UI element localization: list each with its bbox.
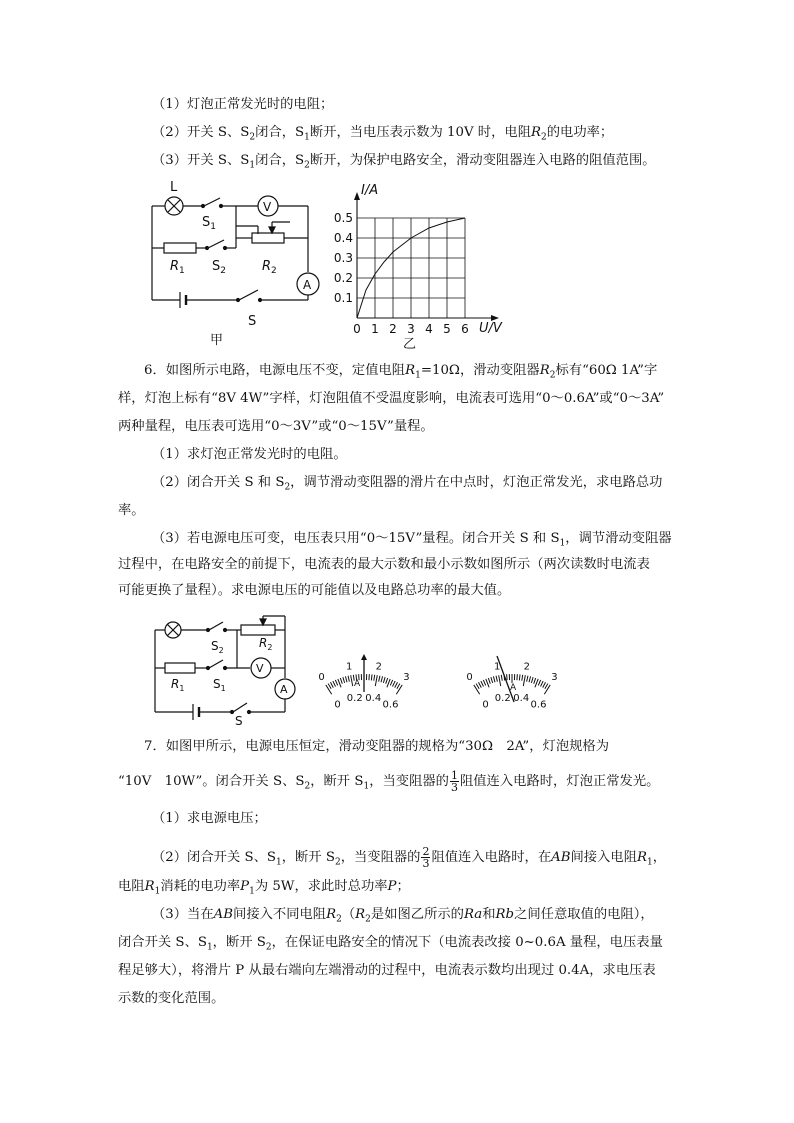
- dial-tick: [381, 676, 383, 682]
- dial-tick: [326, 685, 332, 694]
- dial-tick: [543, 682, 546, 687]
- dial-tick: [541, 681, 544, 686]
- dial-top-label: 0: [318, 672, 325, 684]
- graph-xtick: 0: [353, 322, 361, 336]
- dial-tick: [333, 681, 336, 686]
- graph-ytick: 0.1: [333, 291, 353, 305]
- dial-tick: [351, 675, 353, 686]
- dial-bottom-label: 0.2: [346, 692, 363, 704]
- q6-r2-label: $R_2$: [259, 636, 273, 652]
- q7-line5: 电阻$R_1$消耗的电功率$P_1$为 5W，求此时总功率P；: [118, 879, 410, 897]
- ammeter-dial-min: [440, 628, 590, 711]
- dial-bottom-label: 0: [482, 699, 489, 711]
- fraction-two-thirds: $\frac{2}{3}$: [422, 845, 430, 870]
- dial-tick: [396, 685, 402, 694]
- graph-xtick: 3: [407, 322, 415, 336]
- graph-y-arrow: [354, 192, 360, 200]
- graph-ytick: 0.3: [333, 251, 353, 265]
- iu-graph: [335, 180, 515, 350]
- dial-tick: [386, 678, 388, 684]
- graph-xtick: 5: [443, 322, 451, 336]
- meter2-unit: A: [510, 683, 517, 693]
- q6-r1-label: $R_1$: [171, 677, 185, 693]
- main-switch-label: S: [248, 314, 257, 329]
- dial-tick: [395, 682, 398, 687]
- graph-xtick: 6: [461, 322, 469, 336]
- dial-top-label: 2: [523, 661, 530, 673]
- ammeter-label: A: [303, 278, 312, 292]
- q5-sub3: （3）开关 S、$S_1$闭合，$S_2$断开，为保护电路安全，滑动变阻器连入电路的阻值范围。: [152, 153, 656, 171]
- dial-tick: [478, 682, 481, 687]
- q6-line2: 样，灯泡上标有“8V 4W”字样，灯泡阻值不受温度影响，电流表可选用“0～0.6A”或“0～3A”: [118, 391, 665, 406]
- dial-tick: [474, 685, 480, 694]
- dial-tick: [476, 684, 479, 689]
- dial-tick: [534, 678, 536, 684]
- dial-tick: [340, 678, 342, 684]
- dial-tick: [330, 682, 333, 687]
- dial-tick: [522, 675, 523, 681]
- dial-tick: [335, 680, 337, 686]
- q6-ammeter-label: A: [280, 683, 288, 696]
- graph-xtick: 1: [371, 322, 379, 336]
- dial-tick: [374, 675, 375, 681]
- dial-tick: [529, 676, 531, 682]
- q7-line9: 示数的变化范围。: [118, 991, 225, 1006]
- dial-bottom-label: 0.4: [365, 692, 382, 704]
- dial-tick: [348, 676, 349, 682]
- dial-tick: [345, 676, 347, 682]
- graph-ytick: 0.5: [333, 211, 353, 225]
- dial-top-label: 1: [346, 661, 353, 673]
- dial-bottom-label: 0.2: [494, 692, 511, 704]
- q6-line4: （1）求灯泡正常发光时的电阻。: [152, 447, 347, 462]
- dial-tick: [501, 675, 502, 681]
- graph-ylabel: I/A: [361, 183, 379, 198]
- voltmeter-label: V: [263, 200, 272, 214]
- q5-sub1: （1）灯泡正常发光时的电阻；: [152, 97, 334, 112]
- dial-tick: [383, 677, 385, 683]
- dial-tick: [393, 681, 396, 686]
- dial-tick: [496, 676, 497, 682]
- q7-line2: “10V 10W”。闭合开关 S、$S_2$，断开 $S_1$，当变阻器的 $\frac{1}{3}$ 阻值连入电路时，灯泡正常发光。: [118, 769, 660, 794]
- dial-tick: [527, 676, 528, 682]
- r1-label: $R_1$: [170, 259, 185, 276]
- graph-ytick: 0.2: [333, 271, 353, 285]
- dial-tick: [371, 674, 372, 680]
- dial-bottom-label: 0.4: [513, 692, 530, 704]
- dial-top-label: 0: [466, 672, 473, 684]
- graph-xlabel: U/V: [479, 321, 502, 336]
- meter1-unit: A: [354, 679, 361, 689]
- dial-tick: [499, 675, 501, 686]
- q6-voltmeter-label: V: [256, 662, 264, 675]
- graph-xtick: 2: [389, 322, 397, 336]
- dial-tick: [493, 676, 495, 682]
- q7-line6: （3）当在AB间接入不同电阻$R_2(R_2$是如图乙所示的Ra和Rb之间任意取值的电阻），: [152, 907, 654, 925]
- dial-tick: [544, 685, 550, 694]
- ammeter-dial-max: [292, 628, 442, 711]
- dial-tick: [343, 677, 345, 683]
- dial-tick: [488, 678, 490, 684]
- dial-tick: [519, 674, 520, 680]
- q6-main-switch-label: S: [235, 714, 243, 728]
- dial-bottom-label: 0.6: [530, 699, 547, 711]
- dial-tick: [481, 681, 484, 686]
- s2-label: $S_2$: [212, 259, 226, 276]
- q6-line8: 过程中，在电路安全的前提下，电流表的最大示数和最小示数如图所示（两次读数时电流表: [118, 557, 650, 572]
- q6-line9: 可能更换了量程）。求电源电压的可能值以及电路总功率的最大值。: [118, 583, 511, 598]
- q7-line8: 程足够大），将滑片 P 从最右端向左端滑动的过程中，电流表示数均出现过 0.4A，求电压表: [118, 963, 656, 978]
- dial-top-label: 2: [375, 661, 382, 673]
- graph-ytick: 0.4: [333, 231, 353, 245]
- q6-line7: （3）若电源电压可变，电压表只用“0～15V”量程。闭合开关 S 和 $S_1$，调节滑动变阻器: [152, 531, 672, 549]
- dial-tick: [531, 677, 533, 683]
- dial-tick: [379, 676, 380, 682]
- graph-xtick: 4: [425, 322, 433, 336]
- q6-line5: （2）闭合开关 S 和 $S_2$，调节滑动变阻器的滑片在中点时，灯泡正常发光，求电路总功: [152, 475, 663, 493]
- s1-label: $S_1$: [202, 215, 216, 232]
- r2-label: $R_2$: [262, 259, 277, 276]
- q6-line3: 两种量程，电压表可选用“0～3V”或“0～15V”量程。: [118, 419, 434, 434]
- q5-sub2: （2）开关 S、$S_2$闭合，$S_1$断开，当电压表示数为 10V 时，电阻$R_2$的电功率；: [152, 125, 614, 143]
- caption-jia: 甲: [210, 333, 224, 348]
- q7-line4: （2）闭合开关 S、$S_1$，断开 $S_2$，当变阻器的 $\frac{2}{3}$ 阻值连入电路时，在AB间接入电阻$R_1$，: [152, 845, 667, 870]
- q6-s2-label: $S_2$: [211, 639, 224, 655]
- caption-yi: 乙: [403, 337, 417, 352]
- q6-line6: 率。: [118, 503, 145, 518]
- dial-tick: [491, 677, 493, 683]
- dial-top-label: 1: [494, 661, 501, 673]
- q7-line3: （1）求电源电压；: [152, 811, 267, 826]
- dial-top-label: 3: [403, 672, 410, 684]
- lamp-label: L: [170, 180, 178, 195]
- dial-tick: [390, 680, 392, 686]
- q7-line7: 闭合开关 S、$S_1$，断开 $S_2$，在保证电路安全的情况下（电流表改接 0~0.6A 量程，电压表量: [118, 935, 663, 953]
- dial-tick: [375, 675, 377, 686]
- dial-tick: [523, 675, 525, 686]
- dial-tick: [397, 684, 400, 689]
- dial-tick: [545, 684, 548, 689]
- q6-line1: 6．如图所示电路，电源电压不变，定值电阻$R_1=10\Omega$，滑动变阻器$R_2$标有“60Ω 1A”字: [144, 363, 658, 381]
- dial-tick: [538, 680, 540, 686]
- dial-bottom-label: 0: [334, 699, 341, 711]
- circuit-q6: [145, 612, 305, 727]
- dial-tick: [328, 684, 331, 689]
- fraction-one-third: $\frac{1}{3}$: [450, 769, 458, 794]
- dial-bottom-label: 0.6: [382, 699, 399, 711]
- dial-top-label: 3: [551, 672, 558, 684]
- circuit-jia: [140, 176, 330, 346]
- q7-line1: 7．如图甲所示，电源电压恒定，滑动变阻器的规格为“30Ω 2A”，灯泡规格为: [144, 739, 610, 754]
- q6-s1-label: $S_1$: [213, 677, 226, 693]
- dial-tick: [483, 680, 485, 686]
